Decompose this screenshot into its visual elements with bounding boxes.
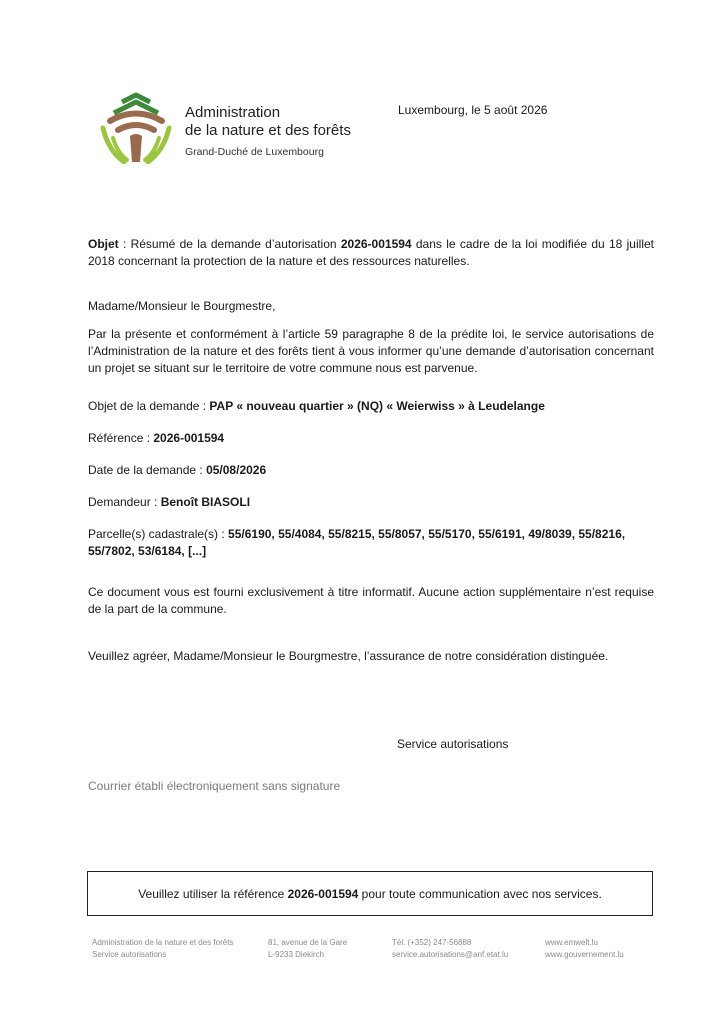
subject-text-start: Résumé de la demande d’autorisation [130, 237, 341, 251]
salutation: Madame/Monsieur le Bourgmestre, [88, 299, 276, 313]
org-name-line2: de la nature et des forêts [185, 122, 351, 139]
footer-website-link-emwelt[interactable]: www.emwelt.lu [545, 938, 598, 947]
subject-paragraph [88, 236, 654, 270]
closing-paragraph: Veuillez agréer, Madame/Monsieur le Bourgmestre, l’assurance de notre considération distinguée. [88, 649, 609, 663]
field-value: Benoît BIASOLI [160, 495, 251, 509]
footer-phone: Tél. (+352) 247-56888 [392, 938, 472, 947]
field-value: PAP « nouveau quartier » (NQ) « Weierwiss » à Leudelange [209, 399, 545, 413]
field-label: Référence : [88, 431, 154, 445]
footer-address [268, 937, 347, 961]
field-cadastral-parcels [88, 526, 654, 560]
org-name [185, 104, 351, 140]
field-request-date [88, 462, 654, 479]
field-label: Demandeur : [88, 495, 161, 509]
footer-org-name: Administration de la nature et des forêts [92, 938, 234, 947]
field-label: Objet de la demande : [88, 399, 210, 413]
intro-paragraph: Par la présente et conformément à l’article 59 paragraphe 8 de la prédite loi, le service autorisations de l’Administration de la nature et des forêts tient à vous informer qu’une demande d’autorisation concernant un projet se situant sur le territoire de votre commune nous est parvenue. [88, 327, 654, 375]
footer-websites [545, 937, 624, 961]
field-request-object [88, 398, 654, 415]
footer-street: 81, avenue de la Gare [268, 938, 348, 947]
reference-box-text-start: Veuillez utiliser la référence [138, 886, 288, 901]
field-value: 2026-001594 [153, 431, 225, 445]
letter-date: Luxembourg, le 5 août 2026 [398, 103, 548, 117]
subject-reference: 2026-001594 [340, 237, 412, 251]
footer-website-link-gouvernement[interactable]: www.gouvernement.lu [545, 950, 624, 959]
info-paragraph: Ce document vous est fourni exclusivement à titre informatif. Aucune action supplémentaire n’est requise de la part de la commune. [88, 585, 654, 616]
subject-separator: : [118, 237, 131, 251]
field-label: Date de la demande : [88, 463, 207, 477]
org-subtitle: Grand-Duché de Luxembourg [185, 146, 324, 158]
reference-box-ref: 2026-001594 [287, 886, 359, 901]
field-value: 55/6190, 55/4084, 55/8215, 55/8057, 55/5170, 55/6191, 49/8039, 55/8216, 55/7802, 53/6184, [...] [88, 527, 626, 558]
reference-box-text-end: pour toute communication avec nos services. [358, 886, 602, 901]
field-applicant [88, 494, 654, 511]
reference-box [87, 871, 653, 916]
footer-service: Service autorisations [92, 950, 167, 959]
field-reference [88, 430, 654, 447]
footer-email-link[interactable]: service.autorisations@anf.etat.lu [392, 950, 509, 959]
signature-service: Service autorisations [397, 737, 509, 751]
anf-logo [100, 92, 172, 164]
footer-org [92, 937, 233, 961]
subject-label: Objet [88, 237, 119, 251]
subject-text-end: dans le cadre de la loi modifiée du 18 juillet 2018 concernant la protection de la nature et des ressources naturelles. [88, 237, 654, 268]
footer-contact [392, 937, 508, 961]
org-name-line1: Administration [185, 104, 281, 121]
electronic-notice: Courrier établi électroniquement sans signature [88, 779, 341, 793]
footer-city: L-9233 Diekirch [268, 950, 325, 959]
field-label: Parcelle(s) cadastrale(s) : [88, 527, 229, 541]
field-value: 05/08/2026 [206, 463, 267, 477]
